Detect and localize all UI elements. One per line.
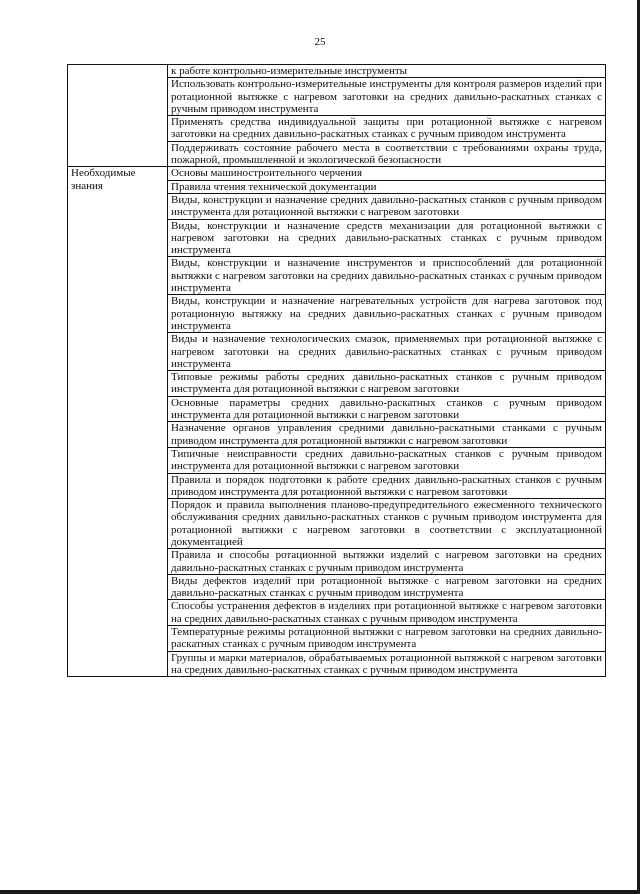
knowledge-row-text: Группы и марки материалов, обрабатываемых ротационной вытяжкой с нагревом заготовки на средних давильно-раскатных станках с ручным приводом инструмента	[168, 651, 606, 677]
knowledge-row-text: Температурные режимы ротационной вытяжки с нагревом заготовки на средних давильно-раскатных станках с ручным приводом инструмента	[168, 626, 606, 652]
requirements-table	[67, 64, 606, 677]
knowledge-row-text: Типовые режимы работы средних давильно-раскатных станков с ручным приводом инструмента для ротационной вытяжки с нагревом заготовки	[168, 371, 606, 397]
skill-row-text: Поддерживать состояние рабочего места в соответствии с требованиями охраны труда, пожарной, промышленной и экологической безопасности	[168, 141, 606, 167]
skills-label-cell	[68, 65, 168, 167]
scan-edge-bottom	[0, 890, 640, 894]
knowledge-row-text: Назначение органов управления средними давильно-раскатными станками с ручным приводом инструмента для ротационной вытяжки с нагревом заготовки	[168, 422, 606, 448]
knowledge-row-text: Типичные неисправности средних давильно-раскатных станков с ручным приводом инструмента для ротационной вытяжки с нагревом заготовки	[168, 447, 606, 473]
knowledge-row-text: Порядок и правила выполнения планово-предупредительного ежесменного технического обслуживания средних давильно-раскатных станков с ручным приводом инструмента для ротационной вытяжки с нагревом заготовки в соответствии с эксплуатационной документацией	[168, 499, 606, 549]
table-row	[68, 65, 606, 78]
table-row	[68, 167, 606, 180]
knowledge-row-text: Правила чтения технической документации	[168, 180, 606, 193]
knowledge-row-text: Виды дефектов изделий при ротационной вытяжке с нагревом заготовки на средних давильно-раскатных станках с ручным приводом инструмента	[168, 574, 606, 600]
knowledge-row-text: Виды, конструкции и назначение средств механизации для ротационной вытяжки с нагревом заготовки на средних давильно-раскатных станках с ручным приводом инструмента	[168, 219, 606, 257]
page-number: 25	[314, 36, 326, 48]
knowledge-row-text: Основные параметры средних давильно-раскатных станков с ручным приводом инструмента для ротационной вытяжки с нагревом заготовки	[168, 396, 606, 422]
knowledge-label: Необходимые знания	[68, 167, 168, 677]
knowledge-row-text: Правила и порядок подготовки к работе средних давильно-раскатных станков с ручным приводом инструмента для ротационной вытяжки с нагревом заготовки	[168, 473, 606, 499]
skill-row-text: Использовать контрольно-измерительные инструменты для контроля размеров изделий при ротационной вытяжке с нагревом заготовки на средних давильно-раскатных станках с ручным приводом инструмента	[168, 78, 606, 116]
knowledge-row-text: Способы устранения дефектов в изделиях при ротационной вытяжке с нагревом заготовки на средних давильно-раскатных станках с ручным приводом инструмента	[168, 600, 606, 626]
knowledge-row-text: Виды, конструкции и назначение инструментов и приспособлений для ротационной вытяжки с нагревом заготовки на средних давильно-раскатных станках с ручным приводом инструмента	[168, 257, 606, 295]
knowledge-row-text: Виды и назначение технологических смазок, применяемых при ротационной вытяжке с нагревом заготовки на средних давильно-раскатных станках с ручным приводом инструмента	[168, 333, 606, 371]
skill-row-text: к работе контрольно-измерительные инструменты	[168, 65, 606, 78]
requirements-table-body	[68, 65, 606, 677]
skill-row-text: Применять средства индивидуальной защиты при ротационной вытяжке с нагревом заготовки на средних давильно-раскатных станках с ручным приводом инструмента	[168, 116, 606, 142]
knowledge-row-text: Правила и способы ротационной вытяжки изделий с нагревом заготовки на средних давильно-раскатных станках с ручным приводом инструмента	[168, 549, 606, 575]
knowledge-row-text: Виды, конструкции и назначение средних давильно-раскатных станков с ручным приводом инструмента для ротационной вытяжки с нагревом заготовки	[168, 193, 606, 219]
knowledge-row-text: Основы машиностроительного черчения	[168, 167, 606, 180]
knowledge-row-text: Виды, конструкции и назначение нагревательных устройств для нагрева заготовок под ротационную вытяжку на средних давильно-раскатных станках с ручным приводом инструмента	[168, 295, 606, 333]
